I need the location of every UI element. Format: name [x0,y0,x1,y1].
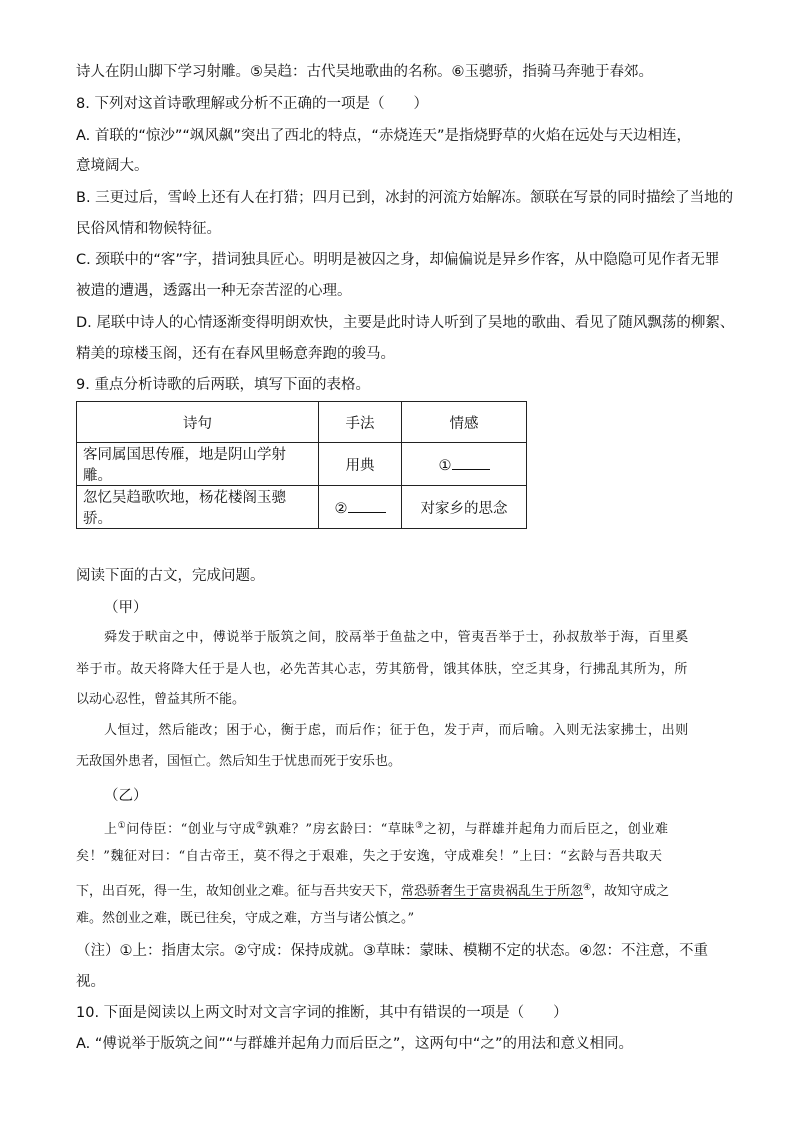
q8-option-b-line2: 民俗风情和物候特征。 [76,221,221,237]
jia-p1-line2: 举于市。故天将降大任于是人也，必先苦其心志，劳其筋骨，饿其体肤，空乏其身，行拂乱其所为，所 [76,662,689,677]
q8-option-a-line1: A. 首联的“惊沙”“飒风飙”突出了西北的特点，“赤烧连天”是指烧野草的火焰在远处与天边相连， [76,128,691,144]
row1-poem-line: 客同属国思传雁，地是阴山学射雕。 [77,443,319,486]
q8-option-c-line2: 被遣的遭遇，透露出一种无奈苦涩的心理。 [76,283,352,299]
jia-p2-line1: 人恒过，然后能改；困于心，衡于虑，而后作；征于色，发于声，而后喻。入则无法家拂士，出则 [104,723,689,738]
question-10-stem: 10. 下面是阅读以上两文时对文言字词的推断，其中有错误的一项是（ ） [76,1005,568,1021]
reading-intro: 阅读下面的古文，完成问题。 [76,568,265,584]
row1-technique: 用典 [319,443,402,486]
footnote-marker: ② [255,821,265,831]
row1-emotion-cell[interactable] [402,443,527,486]
passage-yi-label: （乙） [104,788,148,804]
header-technique: 手法 [319,402,402,443]
table-header-row [77,402,527,443]
table-row [77,443,527,486]
footnote-marker: ③ [415,821,424,831]
jia-p1-line1: 舜发于畎亩之中，傅说举于版筑之间，胶鬲举于鱼盐之中，管夷吾举于士，孙叔敖举于海，百里奚 [104,630,689,645]
header-emotion: 情感 [402,402,527,443]
footnote-marker: ④ [583,883,592,893]
table-row [77,486,527,529]
jia-p1-line3: 以动心忍性，曾益其所不能。 [76,692,246,707]
notes-line1: （注）①上：指唐太宗。②守成：保持成就。③草昧：蒙昧、模糊不定的状态。④忽：不注意，不重 [76,943,708,959]
q9-analysis-table [76,401,527,529]
answer-blank[interactable] [348,498,386,513]
blank-number: ② [334,500,348,517]
answer-blank[interactable] [452,455,490,470]
blank-number: ① [438,457,452,474]
yi-line1: 上①问侍臣：“创业与守成②孰难？”房玄龄曰：“草昧③之初，与群雄并起角力而后臣之，创业难 [104,821,669,837]
question-8-stem: 8. 下列对这首诗歌理解或分析不正确的一项是（ ） [76,96,428,112]
poem-notes-tail: 诗人在阴山脚下学习射雕。⑤吴趋：古代吴地歌曲的名称。⑥玉骢骄，指骑马奔驰于春郊。 [76,64,653,80]
yi-line3: 下，出百死，得一生，故知创业之难。征与吾共安天下，常恐骄奢生于富贵祸乱生于所忽④，故知守成之 [76,883,670,899]
q8-option-d-line2: 精美的琼楼玉阁，还有在春风里畅意奔跑的骏马。 [76,346,395,362]
notes-line2: 视。 [76,974,105,990]
header-poem-line: 诗句 [77,402,319,443]
row2-poem-line: 忽忆吴趋歌吹地，杨花楼阁玉骢骄。 [77,486,319,529]
yi-line4: 难。然创业之难，既已往矣，守成之难，方当与诸公慎之。” [76,911,415,926]
q8-option-a-line2: 意境阔大。 [76,158,149,174]
question-9-stem: 9. 重点分析诗歌的后两联，填写下面的表格。 [76,377,370,393]
q8-option-c-line1: C. 颈联中的“客”字，措词独具匠心。明明是被囚之身，却偏偏说是异乡作客，从中隐隐可见作者无罪 [76,252,720,268]
yi-line2: 矣！”魏征对曰：“自古帝王，莫不得之于艰难，失之于安逸，守成难矣！”上曰：“玄龄与吾共取天 [76,849,663,864]
q8-option-d-line1: D. 尾联中诗人的心情逐渐变得明朗欢快，主要是此时诗人听到了吴地的歌曲、看见了随风飘荡的柳絮、 [76,315,735,331]
passage-jia-label: （甲） [104,600,148,616]
row2-emotion: 对家乡的思念 [402,486,527,529]
footnote-marker: ① [117,821,127,831]
jia-p2-line2: 无敌国外患者，国恒亡。然后知生于忧患而死于安乐也。 [76,754,402,769]
row2-technique-cell[interactable] [319,486,402,529]
q8-option-b-line1: B. 三更过后，雪岭上还有人在打猎；四月已到，冰封的河流方始解冻。颔联在写景的同时描绘了当地的 [76,190,734,206]
underlined-sentence: 常恐骄奢生于富贵祸乱生于所忽 [401,884,584,899]
q10-option-a: A. “傅说举于版筑之间”“与群雄并起角力而后臣之”，这两句中“之”的用法和意义相同。 [76,1036,633,1052]
